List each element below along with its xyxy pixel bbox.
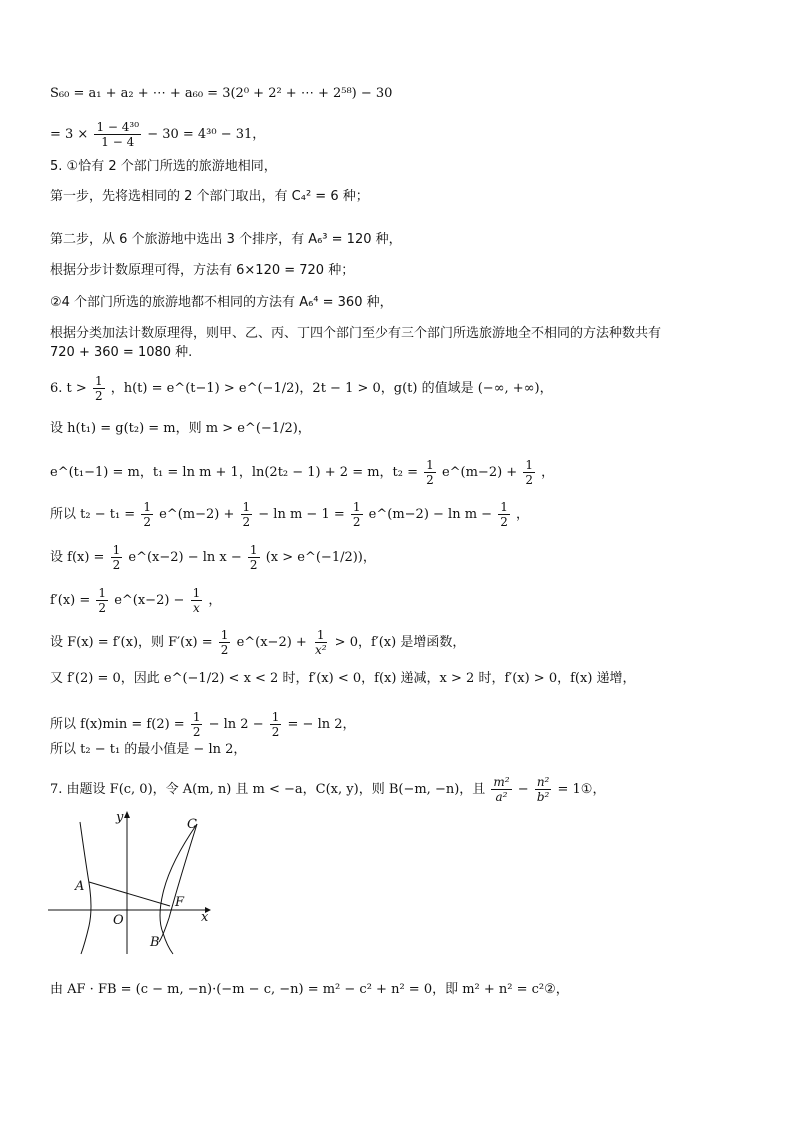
half-fraction: $\frac{1}{2}$ <box>94 374 103 403</box>
problem6-minimum: 所以 f(x)min = f(2) = $\frac{1}{2}$ − ln 2 − $\frac{1}{2}$ = − ln 2， <box>50 710 356 739</box>
problem6-domain <box>50 374 553 403</box>
point-f-label: F <box>175 895 185 910</box>
half-fraction: $\frac{1}{2}$ <box>271 710 280 739</box>
sum-formula: S₆₀ = a₁ + a₂ + ⋯ + a₆₀ = 3(2⁰ + 2² + ⋯ + 2⁵⁸) − 30 <box>50 86 393 101</box>
n2-over-b2-fraction: $\frac{\text{n²}}{\text{b²}}$ <box>536 775 550 804</box>
point-c-label: C <box>187 817 197 832</box>
y-axis-label: y <box>116 810 124 825</box>
half-fraction: $\frac{1}{2}$ <box>525 458 533 487</box>
half-fraction: $\frac{1}{2}$ <box>220 628 229 657</box>
point-b-label: B <box>150 935 160 950</box>
sum-result <box>50 120 265 149</box>
one-over-x2-fraction: $\frac{1}{\text{x²}}$ <box>314 628 327 657</box>
point-a-label: A <box>75 879 85 894</box>
problem5-case2: ②4 个部门所选的旅游地都不相同的方法有 A₆⁴ = 360 种， <box>50 295 393 310</box>
half-fraction: $\frac{1}{2}$ <box>249 543 258 572</box>
sum-fraction-denominator: 1 − 4 <box>101 135 135 149</box>
sum-fraction-numerator: 1 − 4³⁰ <box>96 120 140 134</box>
problem5-step1: 第一步，先将选相同的 2 个部门取出，有 C₄² = 6 种； <box>50 189 369 204</box>
half-fraction: $\frac{1}{2}$ <box>98 586 107 615</box>
problem5-step2: 第二步，从 6 个旅游地中选出 3 个排序，有 A₆³ = 120 种， <box>50 232 402 247</box>
half-fraction: $\frac{1}{2}$ <box>426 458 434 487</box>
problem6-second-derivative: 设 F(x) = f′(x)，则 F′(x) = $\frac{1}{2}$ e^(x−2) + $\frac{1}{\text{x²}}$ > 0，f′(x) 是增函数， <box>50 628 466 657</box>
half-fraction: $\frac{1}{2}$ <box>112 543 121 572</box>
problem6-derivative: f′(x) = $\frac{1}{2}$ e^(x−2) − $\frac{1}{x}$ ， <box>50 586 222 615</box>
problem5-answer: 720 + 360 = 1080 种. <box>50 345 193 360</box>
x-axis-label: x <box>201 910 209 925</box>
m2-over-a2-fraction: $\frac{\text{m²}}{\text{a²}}$ <box>493 775 510 804</box>
half-fraction: $\frac{1}{2}$ <box>143 500 151 529</box>
problem6-conclusion: 所以 t₂ − t₁ 的最小值是 − ln 2， <box>50 742 247 757</box>
half-fraction: $\frac{1}{2}$ <box>242 500 251 529</box>
problem6-difference: 所以 t₂ − t₁ = $\frac{1}{2}$ e^(m−2) + $\frac{1}{2}$ − ln m − 1 = $\frac{1}{2}$ e^(m−2) − ln m − $\frac{1}{2}$ ， <box>50 500 530 529</box>
sum-fraction <box>94 120 141 149</box>
problem7-setup: 7. 由题设 F(c, 0)，令 A(m, n) 且 m < −a，C(x, y)，则 B(−m, −n)，且 $\frac{\text{m²}}{\text{a²}}$ − $\frac{\text{n²}}{\text{b²}}$ = 1①， <box>50 775 606 804</box>
one-over-x-fraction: $\frac{1}{x}$ <box>192 586 201 615</box>
half-fraction: $\frac{1}{2}$ <box>500 500 508 529</box>
origin-label: O <box>113 913 124 928</box>
y-axis-arrow <box>124 811 130 818</box>
problem6-range: ，h(t) = e^(t−1) > e^(−1/2)，2t − 1 > 0，g(t) 的值域是 (−∞, +∞)， <box>110 381 553 396</box>
segment-af <box>89 882 170 906</box>
problem5-multiplication: 根据分步计数原理可得，方法有 6×120 = 720 种； <box>50 263 355 278</box>
segment-cb <box>159 824 197 942</box>
problem6-define-f: 设 f(x) = $\frac{1}{2}$ e^(x−2) − ln x − $\frac{1}{2}$ (x > e^(−1/2))， <box>50 543 376 572</box>
half-fraction: $\frac{1}{2}$ <box>352 500 361 529</box>
sum-result-lead: = 3 × <box>50 127 89 142</box>
problem6-solve-t: e^(t₁−1) = m，t₁ = ln m + 1，ln(2t₂ − 1) + 2 = m，t₂ = $\frac{1}{2}$ e^(m−2) + $\frac{1}{2}$ ， <box>50 458 555 487</box>
half-fraction: $\frac{1}{2}$ <box>192 710 201 739</box>
problem6-monotonicity: 又 f′(2) = 0，因此 e^(−1/2) < x < 2 时，f′(x) < 0，f(x) 递减，x > 2 时，f′(x) > 0，f(x) 递增， <box>50 671 636 686</box>
problem6-t-bound: 6. t > <box>50 381 87 396</box>
problem7-dot-product: 由 AF · FB = (c − m, −n)·(−m − c, −n) = m² − c² + n² = 0，即 m² + n² = c²②， <box>50 982 569 997</box>
problem5-addition: 根据分类加法计数原理得，则甲、乙、丙、丁四个部门至少有三个部门所选旅游地全不相同的方法种数共有 <box>50 326 662 341</box>
problem6-setup: 设 h(t₁) = g(t₂) = m，则 m > e^(−1/2)， <box>50 421 311 436</box>
sum-result-tail: − 30 = 4³⁰ − 31， <box>147 127 266 142</box>
problem5-case1: 5. ①恰有 2 个部门所选的旅游地相同， <box>50 159 277 174</box>
hyperbola-figure <box>45 808 225 958</box>
hyperbola-right-branch <box>160 824 197 954</box>
